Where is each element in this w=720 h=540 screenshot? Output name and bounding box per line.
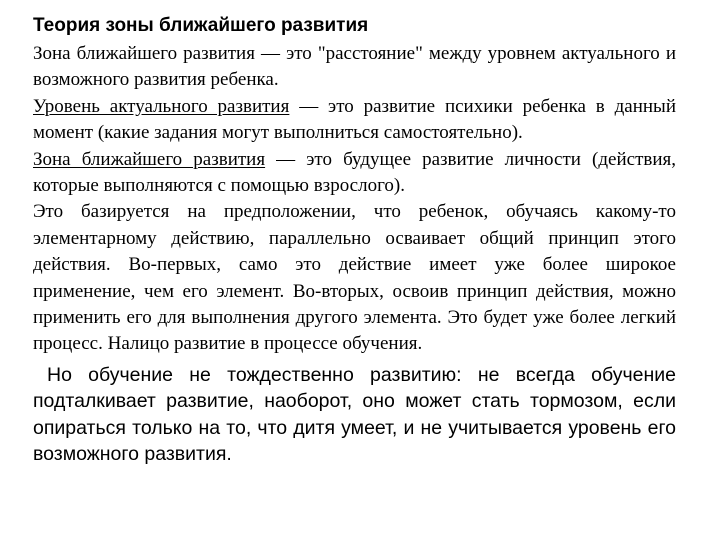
- actual-level-paragraph: [33, 94, 676, 147]
- actual-level-term: Уровень актуального развития: [33, 95, 290, 117]
- principle-paragraph: Это базируется на предположении, что ребенок, обучаясь какому-то элементарному действию, параллельно осваивает общий принцип этого действия. Во-первых, само это действие имеет уже более широкое применение, чем его элемент. Во-вторых, освоив принцип действия, можно применить его для выполнения другого элемента. Это будет уже более легкий процесс. Налицо развитие в процессе обучения.: [33, 201, 676, 355]
- definitions-block: [33, 41, 676, 358]
- proximal-zone-term: Зона ближайшего развития: [33, 148, 266, 170]
- actual-level-text: — это развитие психики ребенка в данный момент (какие задания могут выполниться самостоятельно).: [33, 95, 676, 144]
- conclusion-block: [33, 362, 676, 468]
- definition-paragraph: Зона ближайшего развития — это "расстояние" между уровнем актуального и возможного развития ребенка.: [33, 43, 676, 91]
- slide: [33, 14, 676, 534]
- conclusion-paragraph: Но обучение не тождественно развитию: не всегда обучение подталкивает развитие, наоборот, оно может стать тормозом, если опираться только на то, что дитя умеет, и не учитывается уровень его возможного развития.: [33, 363, 676, 466]
- proximal-zone-paragraph: [33, 147, 676, 200]
- proximal-zone-text: — это будущее развитие личности (действия, которые выполняются с помощью взрослого).: [33, 148, 676, 197]
- slide-title: Теория зоны ближайшего развития: [33, 15, 369, 36]
